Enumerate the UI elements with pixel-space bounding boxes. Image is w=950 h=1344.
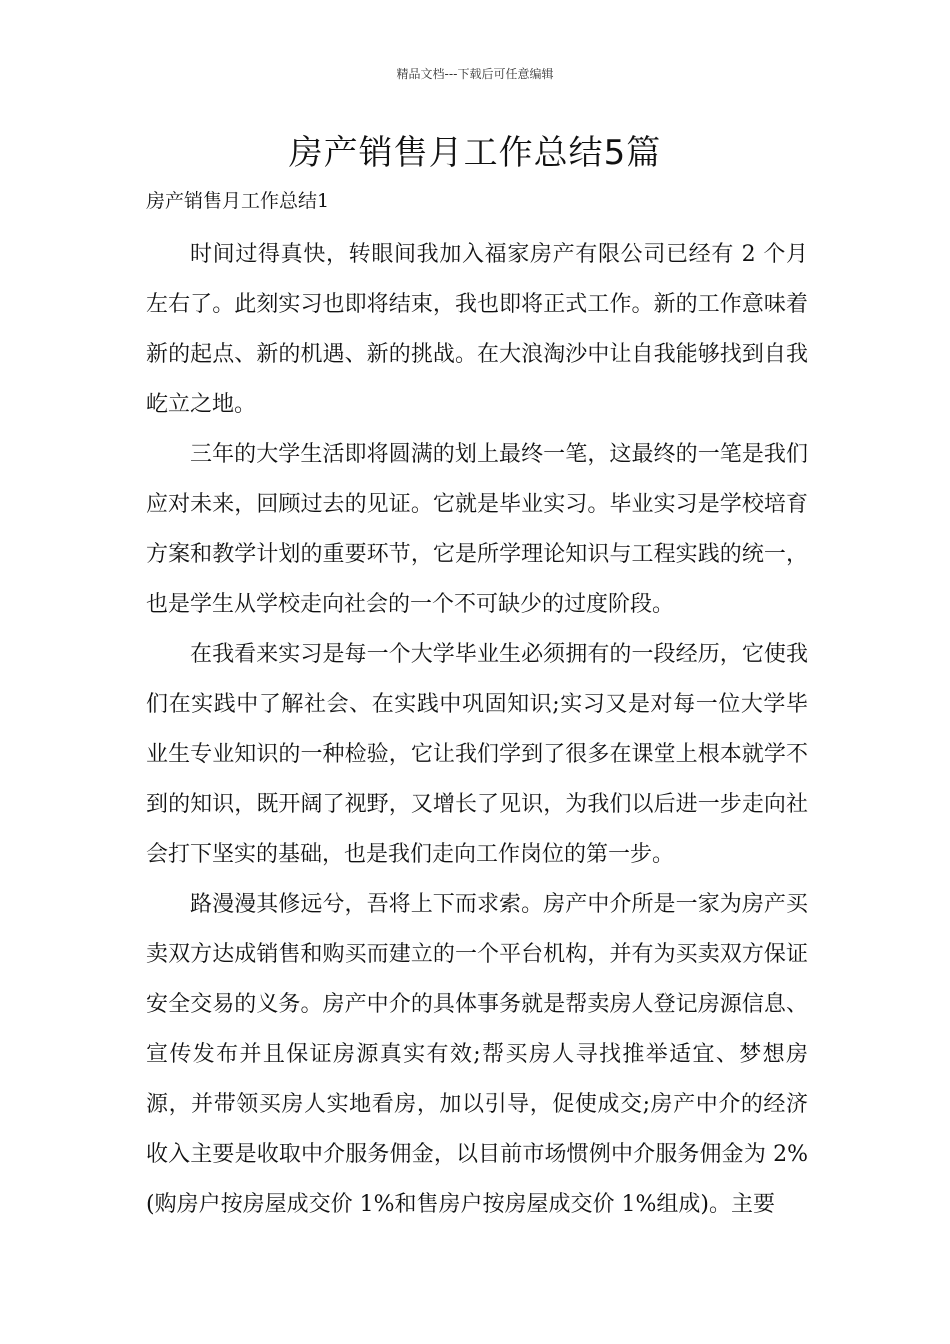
section-title: 房产销售月工作总结1 <box>146 190 330 212</box>
paragraph: 时间过得真快，转眼间我加入福家房产有限公司已经有 2 个月左右了。此刻实习也即将结束，我也即将正式工作。新的工作意味着新的起点、新的机遇、新的挑战。在大浪淘沙中让自我能够找到自我屹立之地。 <box>146 242 808 417</box>
document-body <box>146 230 808 1230</box>
paragraph: 三年的大学生活即将圆满的划上最终一笔，这最终的一笔是我们应对未来，回顾过去的见证。它就是毕业实习。毕业实习是学校培育方案和教学计划的重要环节，它是所学理论知识与工程实践的统一，也是学生从学校走向社会的一个不可缺少的过度阶段。 <box>146 442 808 617</box>
paragraph: 在我看来实习是每一个大学毕业生必须拥有的一段经历，它使我们在实践中了解社会、在实践中巩固知识;实习又是对每一位大学毕业生专业知识的一种检验，它让我们学到了很多在课堂上根本就学不到的知识，既开阔了视野，又增长了见识，为我们以后进一步走向社会打下坚实的基础，也是我们走向工作岗位的第一步。 <box>146 642 808 867</box>
document-title: 房产销售月工作总结5篇 <box>288 133 662 173</box>
page-header: 精品文档---下载后可任意编辑 <box>396 67 554 81</box>
paragraph: 路漫漫其修远兮，吾将上下而求索。房产中介所是一家为房产买卖双方达成销售和购买而建立的一个平台机构，并有为买卖双方保证安全交易的义务。房产中介的具体事务就是帮卖房人登记房源信息、宣传发布并且保证房源真实有效;帮买房人寻找推举适宜、梦想房源，并带领买房人实地看房，加以引导，促使成交;房产中介的经济收入主要是收取中介服务佣金，以目前市场惯例中介服务佣金为 2%(购房户按房屋成交价 1%和售房户按房屋成交价 1%组成)。主要 <box>146 892 808 1217</box>
